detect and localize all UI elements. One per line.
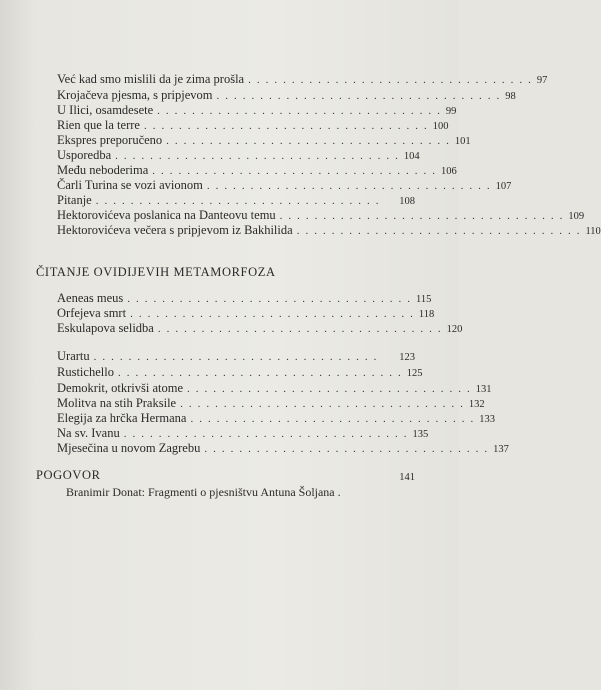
toc-entry	[57, 132, 471, 148]
toc-entry-page: 132	[468, 399, 485, 410]
toc-entry-title: U Ilici, osamdesete	[57, 103, 154, 117]
leader-dots: .................................	[93, 351, 383, 363]
leader-dots: .................................	[296, 225, 586, 237]
toc-entry-title: Krojačeva pjesma, s pripjevom	[57, 88, 213, 102]
toc-entry	[57, 290, 432, 306]
toc-entry-page: 137	[493, 444, 509, 455]
pogovor-heading: POGOVOR	[36, 468, 101, 482]
toc-entry	[57, 71, 548, 87]
section-heading: ČITANJE OVIDIJEVIH METAMORFOZA	[36, 265, 276, 279]
toc-entry-title: Elegija za hrčka Hermana	[57, 411, 187, 425]
toc-entry-page: 108	[399, 196, 415, 207]
toc-entry-title: Usporedba	[57, 148, 112, 162]
toc-entry	[57, 117, 449, 133]
toc-entry-page: 131	[475, 384, 492, 395]
toc-entry	[57, 320, 463, 336]
toc-entry-page: 98	[505, 91, 516, 102]
toc-entry-title: Mjesečina u novom Zagrebu	[57, 441, 201, 455]
toc-entry-page: 110	[585, 226, 601, 237]
toc-entry	[57, 380, 492, 396]
toc-entry-page: 123	[399, 352, 415, 363]
toc-entry-title: Rien que la terre	[57, 118, 140, 132]
toc-entry	[57, 147, 420, 163]
toc-entry-title: Već kad smo mislili da je zima prošla	[57, 72, 245, 86]
toc-entry-page: 133	[479, 414, 495, 425]
leader-dots: .................................	[95, 195, 385, 207]
toc-entry-page: 107	[495, 181, 512, 192]
toc-entry	[57, 364, 423, 380]
toc-entry-page: 101	[454, 136, 471, 147]
toc-entry	[57, 192, 415, 208]
toc-entry-title: Urartu	[57, 349, 90, 363]
leader-dots: .................................	[180, 398, 469, 410]
leader-dots: .................................	[152, 165, 442, 177]
toc-entry-page: 109	[568, 211, 585, 222]
toc-entry	[57, 348, 415, 364]
toc-entry-title: Ekspres preporučeno	[57, 133, 163, 147]
toc-entry-title: Molitva na stih Praksile	[57, 396, 177, 410]
leader-dots: .	[334, 485, 341, 499]
leader-dots: .................................	[166, 135, 455, 147]
toc-entry-page: 97	[536, 75, 548, 86]
toc-entry-title: Aeneas meus	[57, 291, 124, 305]
toc-entry-title: Rustichello	[57, 365, 114, 379]
toc-entry-title: Među neboderima	[57, 163, 149, 177]
toc-entry-title: Na sv. Ivanu	[57, 426, 120, 440]
toc-entry	[57, 87, 516, 103]
pogovor-page: 141	[399, 472, 415, 483]
toc-entry-page: 99	[445, 106, 457, 117]
leader-dots: .................................	[157, 105, 446, 117]
toc-entry-title: Demokrit, otkrivši atome	[57, 381, 184, 395]
leader-dots: .................................	[130, 308, 419, 320]
leader-dots: .................................	[190, 413, 480, 425]
leader-dots: .................................	[117, 367, 407, 379]
leader-dots: .................................	[248, 74, 537, 86]
toc-entry-title: Hektorovićeva poslanica na Danteovu temu	[57, 208, 276, 222]
toc-entry-page: 100	[432, 121, 449, 132]
toc-entry-title: Hektorovićeva večera s pripjevom iz Bakhilida	[57, 223, 293, 237]
leader-dots: .................................	[115, 150, 404, 162]
toc-entry	[57, 177, 512, 193]
leader-dots: .................................	[123, 428, 413, 440]
toc-entry-page: 104	[403, 151, 420, 162]
toc-entry	[57, 222, 601, 238]
toc-entry	[57, 162, 457, 178]
leader-dots: .................................	[143, 120, 433, 132]
leader-dots: .................................	[216, 90, 506, 102]
toc-entry	[57, 102, 457, 118]
toc-entry-title: Pitanje	[57, 193, 92, 207]
toc-entry	[57, 425, 429, 441]
toc-entry-title: Čarli Turina se vozi avionom	[57, 178, 203, 192]
leader-dots: .................................	[206, 180, 496, 192]
toc-entry-page: 135	[412, 429, 429, 440]
leader-dots: .................................	[157, 323, 447, 335]
toc-entry-title: Eskulapova selidba	[57, 321, 154, 335]
toc-entry-page: 106	[441, 166, 457, 177]
leader-dots: .................................	[187, 383, 476, 395]
toc-entry	[57, 395, 485, 411]
toc-entry-title: Orfejeva smrt	[57, 306, 127, 320]
toc-entry-page: 118	[418, 309, 435, 320]
leader-dots: .................................	[127, 293, 417, 305]
toc-entry-page: 125	[406, 368, 423, 379]
toc-entry	[57, 207, 585, 223]
toc-entry-page: 115	[416, 294, 432, 305]
pogovor-entry-title: Branimir Donat: Fragmenti o pjesništvu Antuna Šoljana	[66, 485, 335, 499]
leader-dots: .................................	[279, 210, 569, 222]
toc-entry	[57, 410, 495, 426]
toc-entry	[57, 440, 509, 456]
leader-dots: .................................	[204, 443, 494, 455]
toc-entry	[57, 305, 435, 321]
pogovor-entry	[66, 484, 386, 500]
toc-entry-page: 120	[446, 324, 463, 335]
